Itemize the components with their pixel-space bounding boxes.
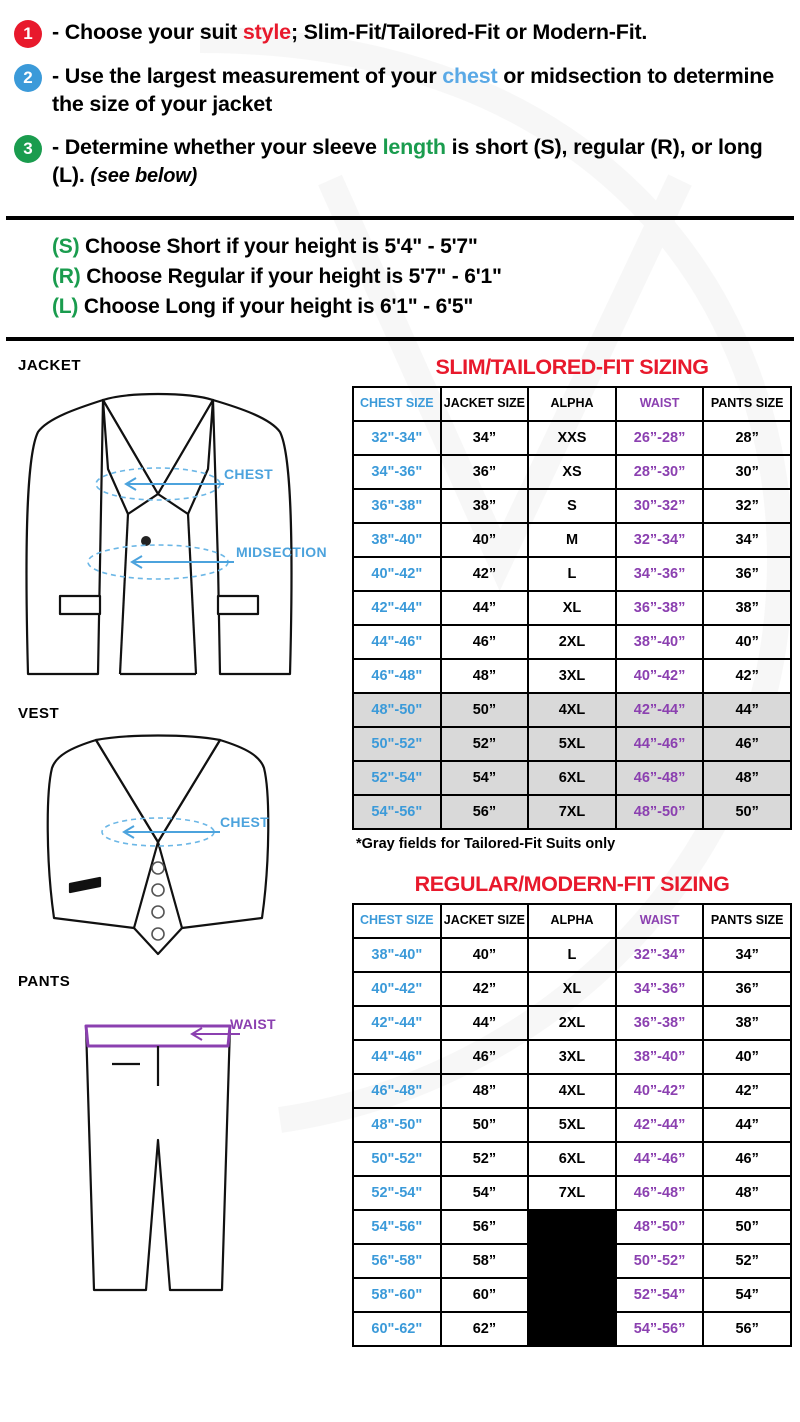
pants-waist-callout: WAIST xyxy=(230,1015,276,1032)
slim-fit-table-body xyxy=(353,421,791,829)
table-cell: 40"-42" xyxy=(353,557,441,591)
instruction-2-part-3: or midsection to determine the size of your jacket xyxy=(52,64,774,117)
table-cell: 48”-50” xyxy=(616,795,704,829)
instruction-text-2 xyxy=(52,62,786,119)
table-row xyxy=(353,455,791,489)
table-cell: 44"-46" xyxy=(353,625,441,659)
table-cell: 2XL xyxy=(528,1006,616,1040)
jacket-illustration xyxy=(8,374,348,694)
instruction-2-highlight-chest: chest xyxy=(442,64,498,88)
instruction-3-highlight-length: length xyxy=(382,134,446,159)
vest-illustration xyxy=(8,722,348,962)
table-row xyxy=(353,795,791,829)
table-cell: 38” xyxy=(703,1006,791,1040)
pants-illustration xyxy=(8,990,348,1310)
table-cell: 44"-46" xyxy=(353,1040,441,1074)
table-row xyxy=(353,659,791,693)
table-cell: 42” xyxy=(703,1074,791,1108)
main-content xyxy=(0,351,800,1347)
table-cell: 54”-56” xyxy=(616,1312,704,1346)
instruction-3-part-1: - Determine whether your sleeve xyxy=(52,134,383,159)
instruction-text-1 xyxy=(52,18,647,46)
table-cell: 46” xyxy=(703,727,791,761)
table-cell: 54” xyxy=(703,1278,791,1312)
height-row-short xyxy=(52,232,800,262)
table-row xyxy=(353,523,791,557)
table-cell: 44” xyxy=(441,1006,529,1040)
table-cell: 3XL xyxy=(528,659,616,693)
table-cell: 46” xyxy=(703,1142,791,1176)
table-cell: 34"-36" xyxy=(353,455,441,489)
regular-fit-sizing-table xyxy=(352,903,792,1347)
table-cell: 36”-38” xyxy=(616,1006,704,1040)
table-cell: 40” xyxy=(441,523,529,557)
table-cell: 32"-34" xyxy=(353,421,441,455)
table-cell: 2XL xyxy=(528,625,616,659)
table-cell: 38” xyxy=(703,591,791,625)
table-cell: 50” xyxy=(441,1108,529,1142)
table-row xyxy=(353,693,791,727)
table-cell: 44”-46” xyxy=(616,727,704,761)
table-cell: 52” xyxy=(441,727,529,761)
table-cell: 54"-56" xyxy=(353,1210,441,1244)
table-cell: 62” xyxy=(441,1312,529,1346)
table-cell: 56” xyxy=(703,1312,791,1346)
table-cell: 38"-40" xyxy=(353,523,441,557)
table-cell: 34”-36” xyxy=(616,557,704,591)
table-cell: S xyxy=(528,489,616,523)
table-cell: 52” xyxy=(441,1142,529,1176)
table-cell: 4XL xyxy=(528,1074,616,1108)
table-cell: 48” xyxy=(703,761,791,795)
table-cell: 48” xyxy=(703,1176,791,1210)
table-cell: 7XL xyxy=(528,1176,616,1210)
table-cell xyxy=(528,1210,616,1244)
table-cell: XS xyxy=(528,455,616,489)
table-cell: 42” xyxy=(441,972,529,1006)
table-cell: 34” xyxy=(703,938,791,972)
height-guide-section xyxy=(0,230,800,329)
table-cell: 48” xyxy=(441,659,529,693)
regular-fit-table-body xyxy=(353,938,791,1346)
table-cell: 54” xyxy=(441,761,529,795)
header-alpha: ALPHA xyxy=(528,387,616,421)
table-cell: 3XL xyxy=(528,1040,616,1074)
table-cell: 52” xyxy=(703,1244,791,1278)
table-cell: 30”-32” xyxy=(616,489,704,523)
instruction-1-highlight-style: style xyxy=(242,20,291,44)
table-cell: 52"-54" xyxy=(353,761,441,795)
header-waist: WAIST xyxy=(616,904,704,938)
table-cell: 44”-46” xyxy=(616,1142,704,1176)
table-cell: 58” xyxy=(441,1244,529,1278)
table-row xyxy=(353,557,791,591)
jacket-figure xyxy=(8,374,348,699)
table-cell: 48"-50" xyxy=(353,1108,441,1142)
table-row xyxy=(353,1074,791,1108)
table-cell: 48"-50" xyxy=(353,693,441,727)
table-row xyxy=(353,761,791,795)
table-cell: 40” xyxy=(441,938,529,972)
table-cell: 32” xyxy=(703,489,791,523)
table-cell: 42"-44" xyxy=(353,1006,441,1040)
table-cell: 46” xyxy=(441,625,529,659)
jacket-button-icon xyxy=(141,536,151,546)
height-text-short: Choose Short if your height is 5'4" - 5'7" xyxy=(85,234,478,258)
table-cell: 34”-36” xyxy=(616,972,704,1006)
table-cell: 58"-60" xyxy=(353,1278,441,1312)
step-badge-1: 1 xyxy=(14,20,42,48)
table-cell: 46”-48” xyxy=(616,1176,704,1210)
table-cell: 52"-54" xyxy=(353,1176,441,1210)
table-cell: M xyxy=(528,523,616,557)
table-cell: 44” xyxy=(703,1108,791,1142)
table-cell: 36” xyxy=(703,972,791,1006)
table-cell: 60"-62" xyxy=(353,1312,441,1346)
illustrations-column xyxy=(8,351,348,1347)
table-cell: 40”-42” xyxy=(616,659,704,693)
table-cell: 38”-40” xyxy=(616,1040,704,1074)
table-cell: 50"-52" xyxy=(353,1142,441,1176)
table-cell: 42” xyxy=(441,557,529,591)
table-row xyxy=(353,1040,791,1074)
vest-label: VEST xyxy=(18,704,60,722)
table-row xyxy=(353,421,791,455)
table-cell: 44” xyxy=(441,591,529,625)
jacket-midsection-callout: MIDSECTION xyxy=(236,543,327,560)
table-cell: 50” xyxy=(703,795,791,829)
table-cell xyxy=(528,1278,616,1312)
table-cell: 46"-48" xyxy=(353,1074,441,1108)
table-cell: 50” xyxy=(441,693,529,727)
header-jacket-size: JACKET SIZE xyxy=(441,387,529,421)
table-cell: 38” xyxy=(441,489,529,523)
divider-bottom xyxy=(6,337,794,341)
table-cell: 56” xyxy=(441,795,529,829)
table-cell: 40"-42" xyxy=(353,972,441,1006)
table-cell: 34” xyxy=(441,421,529,455)
table-row xyxy=(353,1142,791,1176)
table-header-row xyxy=(353,904,791,938)
table-cell: 40” xyxy=(703,1040,791,1074)
table-cell xyxy=(528,1244,616,1278)
table-cell: 7XL xyxy=(528,795,616,829)
step-badge-3: 3 xyxy=(14,135,42,163)
table-cell: 46” xyxy=(441,1040,529,1074)
header-chest-size: CHEST SIZE xyxy=(353,387,441,421)
header-chest-size: CHEST SIZE xyxy=(353,904,441,938)
gray-field-note: *Gray fields for Tailored-Fit Suits only xyxy=(356,835,616,852)
table-cell: 5XL xyxy=(528,727,616,761)
table-cell: 50” xyxy=(703,1210,791,1244)
table-cell: 54” xyxy=(441,1176,529,1210)
table-cell xyxy=(528,1312,616,1346)
table-cell: XL xyxy=(528,972,616,1006)
vest-chest-callout: CHEST xyxy=(220,813,269,830)
table-cell: 32”-34” xyxy=(616,938,704,972)
table-cell: 34” xyxy=(703,523,791,557)
pants-figure xyxy=(8,990,348,1315)
table-cell: 44” xyxy=(703,693,791,727)
table-cell: 30” xyxy=(703,455,791,489)
instructions-section xyxy=(0,0,800,208)
header-waist: WAIST xyxy=(616,387,704,421)
table-cell: 50"-52" xyxy=(353,727,441,761)
table-cell: 46”-48” xyxy=(616,761,704,795)
table-cell: 48” xyxy=(441,1074,529,1108)
table-cell: 38”-40” xyxy=(616,625,704,659)
table-cell: 38"-40" xyxy=(353,938,441,972)
table-row xyxy=(353,1210,791,1244)
table-cell: 42”-44” xyxy=(616,1108,704,1142)
table-row xyxy=(353,727,791,761)
table-row xyxy=(353,1176,791,1210)
table-row xyxy=(353,1006,791,1040)
table-row xyxy=(353,489,791,523)
step-badge-2: 2 xyxy=(14,64,42,92)
height-text-long: Choose Long if your height is 6'1" - 6'5" xyxy=(83,295,474,319)
table-row xyxy=(353,972,791,1006)
table-row xyxy=(353,1278,791,1312)
table-cell: 6XL xyxy=(528,761,616,795)
table-cell: 60” xyxy=(441,1278,529,1312)
table-cell: XL xyxy=(528,591,616,625)
table-cell: 56"-58" xyxy=(353,1244,441,1278)
table-row xyxy=(353,1312,791,1346)
table-cell: 32”-34” xyxy=(616,523,704,557)
table-cell: 40”-42” xyxy=(616,1074,704,1108)
instruction-3-see-below: (see below) xyxy=(90,165,198,188)
table-cell: 50”-52” xyxy=(616,1244,704,1278)
table-row xyxy=(353,625,791,659)
height-row-long xyxy=(52,292,800,322)
table-cell: 36” xyxy=(441,455,529,489)
table-cell: 28” xyxy=(703,421,791,455)
divider-top xyxy=(6,216,794,220)
table-cell: 42"-44" xyxy=(353,591,441,625)
table-cell: 46"-48" xyxy=(353,659,441,693)
header-pants-size: PANTS SIZE xyxy=(703,387,791,421)
table-row xyxy=(353,591,791,625)
table-row xyxy=(353,1108,791,1142)
table-cell: 56” xyxy=(441,1210,529,1244)
table-cell: 5XL xyxy=(528,1108,616,1142)
vest-figure xyxy=(8,722,348,967)
jacket-chest-callout: CHEST xyxy=(224,465,273,482)
instruction-2-part-1: - Use the largest measurement of your xyxy=(52,64,443,88)
table-cell: L xyxy=(528,938,616,972)
table-cell: 42”-44” xyxy=(616,693,704,727)
tables-column xyxy=(348,351,792,1347)
table-cell: 6XL xyxy=(528,1142,616,1176)
jacket-label: JACKET xyxy=(18,356,82,374)
slim-fit-sizing-table xyxy=(352,386,792,830)
header-alpha: ALPHA xyxy=(528,904,616,938)
table-cell: XXS xyxy=(528,421,616,455)
header-jacket-size: JACKET SIZE xyxy=(441,904,529,938)
table-cell: 40” xyxy=(703,625,791,659)
instruction-row-3 xyxy=(14,133,786,190)
table-header-row xyxy=(353,387,791,421)
pants-label: PANTS xyxy=(18,972,71,990)
slim-fit-table-title: SLIM/TAILORED-FIT SIZING xyxy=(435,354,709,379)
table-cell: 36”-38” xyxy=(616,591,704,625)
height-row-regular xyxy=(52,262,800,292)
table-cell: 36” xyxy=(703,557,791,591)
instruction-3-part-3: is short (S), regular (R), or long (L). xyxy=(52,134,763,188)
instruction-text-3 xyxy=(52,133,786,190)
table-cell: L xyxy=(528,557,616,591)
height-text-regular: Choose Regular if your height is 5'7" - 6'1" xyxy=(86,264,502,288)
instruction-row-2 xyxy=(14,62,786,119)
table-cell: 52”-54” xyxy=(616,1278,704,1312)
table-cell: 36"-38" xyxy=(353,489,441,523)
table-cell: 4XL xyxy=(528,693,616,727)
table-row xyxy=(353,938,791,972)
instruction-row-1 xyxy=(14,18,786,48)
height-key-long: (L) xyxy=(52,295,79,319)
table-cell: 28”-30” xyxy=(616,455,704,489)
instruction-1-part-1: - Choose your suit xyxy=(52,20,243,44)
table-row xyxy=(353,1244,791,1278)
header-pants-size: PANTS SIZE xyxy=(703,904,791,938)
table-cell: 42” xyxy=(703,659,791,693)
regular-fit-table-title: REGULAR/MODERN-FIT SIZING xyxy=(414,871,730,896)
instruction-1-part-3: ; Slim-Fit/Tailored-Fit or Modern-Fit. xyxy=(290,20,648,44)
table-cell: 48”-50” xyxy=(616,1210,704,1244)
height-key-regular: (R) xyxy=(52,264,81,288)
table-cell: 54"-56" xyxy=(353,795,441,829)
height-key-short: (S) xyxy=(52,234,80,258)
table-cell: 26”-28” xyxy=(616,421,704,455)
